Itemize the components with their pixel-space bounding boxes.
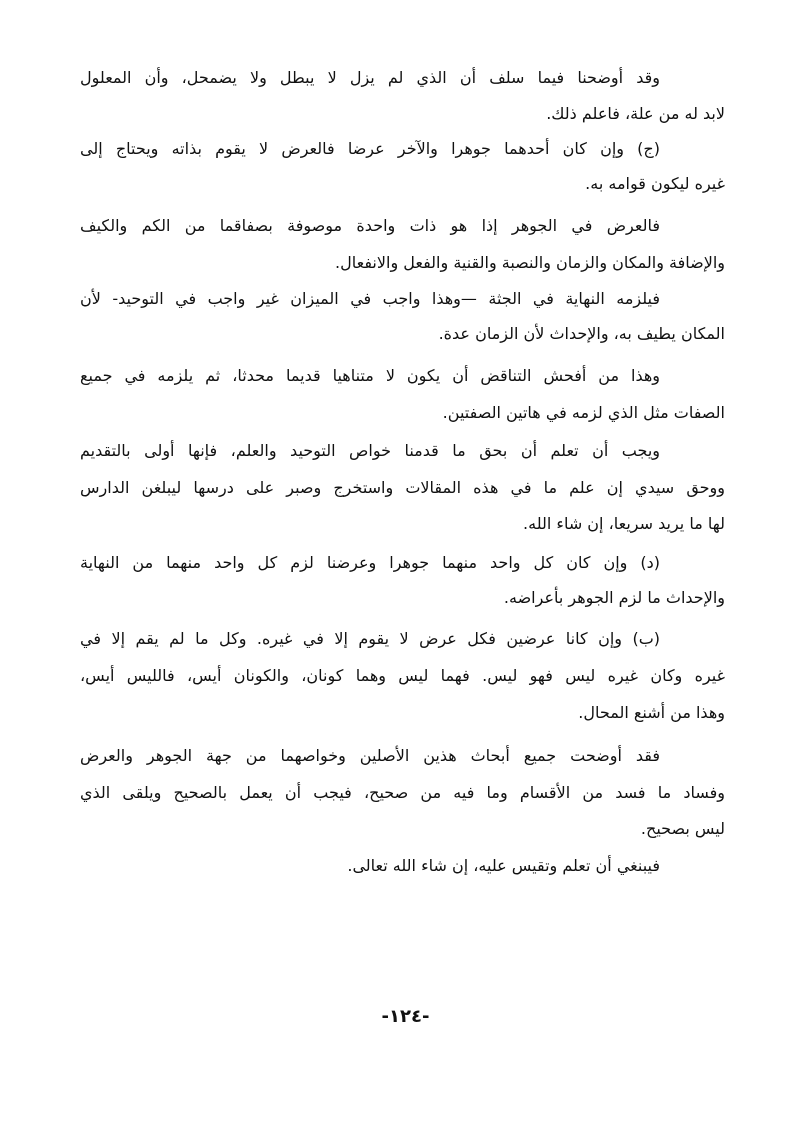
paragraph-5-line-2: الصفات مثل الذي لزمه في هاتين الصفتين. [442, 403, 725, 422]
page-number: -١٢٤- [381, 1006, 430, 1027]
paragraph-2-line-1: (ج) وإن كان أحدهما جوهرا والآخر عرضا فالعرض لا يقوم بذاته ويحتاج إلى [80, 139, 660, 158]
paragraph-5-line-1: وهذا من أفحش التناقض أن يكون لا متناهيا قديما محدثا، ثم يلزمه في جميع [80, 366, 660, 385]
paragraph-9-line-2: وفساد ما فسد من الأقسام وما فيه من صحيح، فيجب أن يعمل بالصحيح ويلقى الذي [80, 783, 725, 802]
paragraph-3-line-2: والإضافة والمكان والزمان والنصبة والقنية والفعل والانفعال. [335, 253, 725, 272]
paragraph-4-line-1: فيلزمه النهاية في الجثة —وهذا واجب في الميزان غير واجب في التوحيد- لأن [80, 289, 660, 308]
paragraph-3-line-1: فالعرض في الجوهر إذا هو ذات واحدة موصوفة بصفاقما من الكم والكيف [80, 216, 660, 235]
paragraph-9-line-1: فقد أوضحت جميع أبحاث هذين الأصلين وخواصهما من جهة الجوهر والعرض [80, 746, 660, 765]
paragraph-10-line-1: فيبنغي أن تعلم وتقيس عليه، إن شاء الله تعالى. [347, 856, 660, 875]
paragraph-8-line-2: غيره وكان غيره ليس فهو ليس. فهما ليس وهما كونان، والكونان أيس، فالليس أيس، [80, 666, 725, 685]
paragraph-6-line-2: ووحق سيدي إن علم ما في هذه المقالات واستخرج وصبر على درسها ليبلغن الدارس [80, 478, 725, 497]
paragraph-6-line-3: لها ما يريد سريعا، إن شاء الله. [523, 514, 725, 533]
paragraph-7-line-1: (د) وإن كان كل واحد منهما جوهرا وعرضنا لزم كل واحد منهما من النهاية [80, 553, 660, 572]
paragraph-1-line-1: وقد أوضحنا فيما سلف أن الذي لم يزل لا يبطل ولا يضمحل، وأن المعلول [80, 68, 660, 87]
paragraph-9-line-3: ليس بصحيح. [640, 819, 725, 838]
paragraph-7-line-2: والإحداث ما لزم الجوهر بأعراضه. [503, 588, 725, 607]
paragraph-1-line-2: لابد له من علة، فاعلم ذلك. [546, 104, 725, 123]
paragraph-8-line-1: (ب) وإن كانا عرضين فكل عرض لا يقوم إلا في غيره. وكل ما لم يقم إلا في [80, 629, 660, 648]
paragraph-4-line-2: المكان يطيف به، والإحداث لأن الزمان عدة. [438, 324, 725, 343]
paragraph-6-line-1: ويجب أن تعلم أن بحق ما قدمنا خواص التوحيد والعلم، فإنها أولى بالتقديم [80, 441, 660, 460]
paragraph-2-line-2: غيره ليكون قوامه به. [585, 174, 725, 193]
paragraph-8-line-3: وهذا من أشنع المحال. [578, 703, 725, 722]
